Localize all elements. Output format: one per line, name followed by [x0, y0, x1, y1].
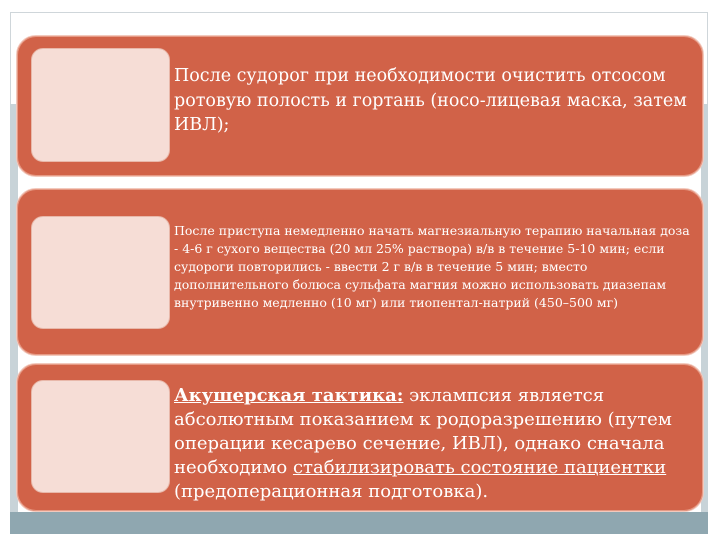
bottom-accent-bar	[10, 512, 708, 534]
content-card-3	[16, 363, 704, 512]
card-thumbnail	[31, 380, 170, 493]
card-text: После приступа немедленно начать магнезиальную терапию начальная доза - 4-6 г сухого вещества (20 мл 25% раствора) в/в в течение 5-10 мин; если судороги повторились - ввести 2 г в/в в течение 5 мин; вместо дополнительного болюса сульфата магния можно использовать диазепам внутривенно медленно (10 мг) или тиопентал-натрий (450–500 мг)	[174, 223, 690, 310]
card-thumbnail	[31, 48, 170, 162]
tactic-heading: Акушерская тактика:	[174, 385, 404, 406]
card-thumbnail	[31, 216, 170, 329]
card-text: После судорог при необходимости очистить отсосом ротовую полость и гортань (носо-лицевая маска, затем ИВЛ);	[174, 66, 687, 135]
tactic-underlined-text: стабилизировать состояние пациентки	[292, 457, 667, 478]
tactic-text-end: (предоперационная подготовка).	[174, 481, 489, 502]
tactic-text: эклампсия является абсолютным показанием к родоразрешению (путем операции кесарево сечение, ИВЛ), однако сначала необходимо	[174, 385, 672, 478]
content-card-1	[16, 35, 704, 177]
card-text	[174, 384, 693, 504]
content-card-2	[16, 188, 704, 356]
